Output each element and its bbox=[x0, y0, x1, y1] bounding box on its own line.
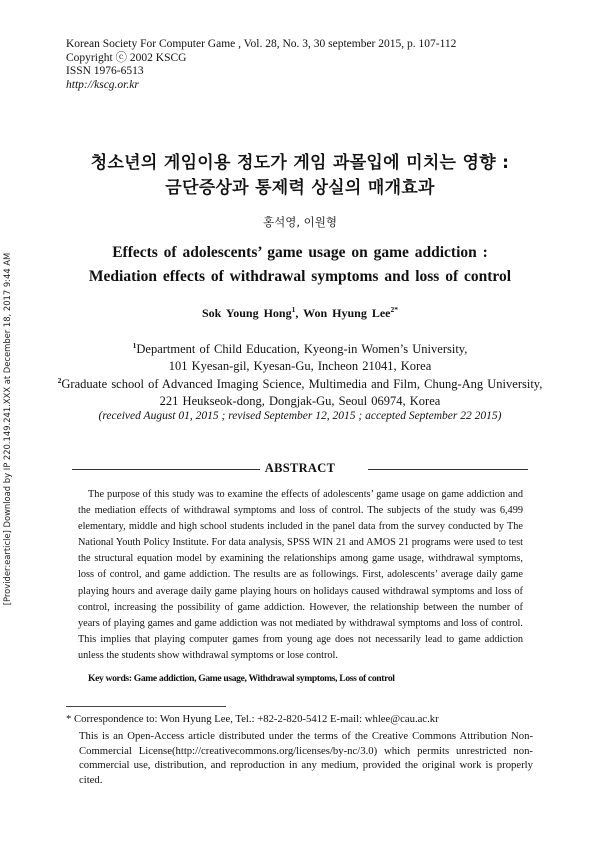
affiliation-2-line-2: 221 Heukseok-dong, Dongjak-Gu, Seoul 06974, Korea bbox=[159, 394, 441, 408]
abstract-body: The purpose of this study was to examine the effects of adolescents’ game usage on game addiction and the mediation effects of withdrawal symptoms and loss of control. The subjects of the study was 6,499 elementary, middle and high school students included in the panel data from the survey conducted by The National Youth Policy Institute. For data analysis, SPSS WIN 21 and AMOS 21 programs were used to test the structural equation model by examining the relationships among game usage, withdrawal symptoms, loss of control, and game addiction. The results are as followings. First, adolescents’ average daily game playing hours and average daily game playing hours on holidays caused withdrawal symptoms and loss of control, increasing the possibility of game addiction. However, the relationship between the number of years of playing games and game addiction was not mediated by withdrawal symptoms and loss of control. This implies that playing computer games from young age does not necessarily lead to game addiction unless the students show withdrawal symptoms or lose control. bbox=[78, 489, 523, 661]
received-dates: (received August 01, 2015 ; revised September 12, 2015 ; accepted September 22 2015) bbox=[98, 410, 502, 422]
affiliation-1-line-1: Department of Child Education, Kyeong-in Women’s University, bbox=[136, 342, 468, 357]
journal-url-link[interactable]: http://kscg.or.kr bbox=[66, 78, 139, 91]
affiliation-2-line-1: Graduate school of Advanced Imaging Science, Multimedia and Film, Chung-Ang University, bbox=[61, 377, 543, 392]
affiliation-1-mark: 1 bbox=[132, 341, 137, 350]
affiliation-1-line-2: 101 Kyesan-gil, Kyesan-Gu, Incheon 21041, Korea bbox=[168, 359, 432, 373]
affiliation-2 bbox=[0, 376, 600, 392]
correspondence-footnote: * Correspondence to: Won Hyung Lee, Tel.: +82-2-820-5412 E-mail: whlee@cau.ac.kr bbox=[66, 713, 439, 725]
korean-authors: 홍석영, 이원형 bbox=[263, 215, 337, 229]
author-1-name: Sok Young Hong bbox=[202, 306, 292, 320]
keywords: Key words: Game addiction, Game usage, Withdrawal symptoms, Loss of control bbox=[88, 673, 395, 684]
english-authors bbox=[0, 305, 600, 321]
korean-title-line-2: 금단증상과 통제력 상실의 매개효과 bbox=[165, 178, 435, 198]
journal-header bbox=[66, 38, 456, 92]
open-access-footnote: This is an Open-Access article distributed under the terms of the Creative Commons Attribution Non-Commercial License(http://creativecommons.org/licenses/by-nc/3.0) which permits unrestricted non-commercial use, distribution, and reproduction in any medium, provided the original work is properly cited. bbox=[79, 730, 533, 786]
korean-title-line-1: 청소년의 게임이용 정도가 게임 과몰입에 미치는 영향 : bbox=[90, 153, 510, 173]
download-stamp-text: [Provider:earticle] Download by IP 220.149.241.XXX at December 18, 2017 9:44 AM bbox=[2, 252, 12, 606]
author-separator: , bbox=[295, 306, 304, 320]
journal-issn: ISSN 1976-6513 bbox=[66, 65, 144, 77]
journal-copyright: Copyright ⓒ 2002 KSCG bbox=[66, 51, 187, 64]
author-2-name: Won Hyung Lee bbox=[303, 306, 391, 320]
abstract-heading: ABSTRACT bbox=[264, 461, 336, 475]
affiliation-2-mark: 2 bbox=[57, 376, 62, 385]
english-title-line-1: Effects of adolescents’ game usage on game addiction : bbox=[112, 244, 488, 261]
author-1-mark: 1 bbox=[291, 305, 296, 314]
author-2-mark: 2* bbox=[390, 305, 398, 314]
journal-citation: Korean Society For Computer Game , Vol. 28, No. 3, 30 september 2015, p. 107-112 bbox=[66, 38, 457, 50]
footnote-rule bbox=[66, 706, 226, 707]
affiliation-1 bbox=[0, 341, 600, 357]
english-title-line-2: Mediation effects of withdrawal symptoms and loss of control bbox=[88, 268, 512, 285]
